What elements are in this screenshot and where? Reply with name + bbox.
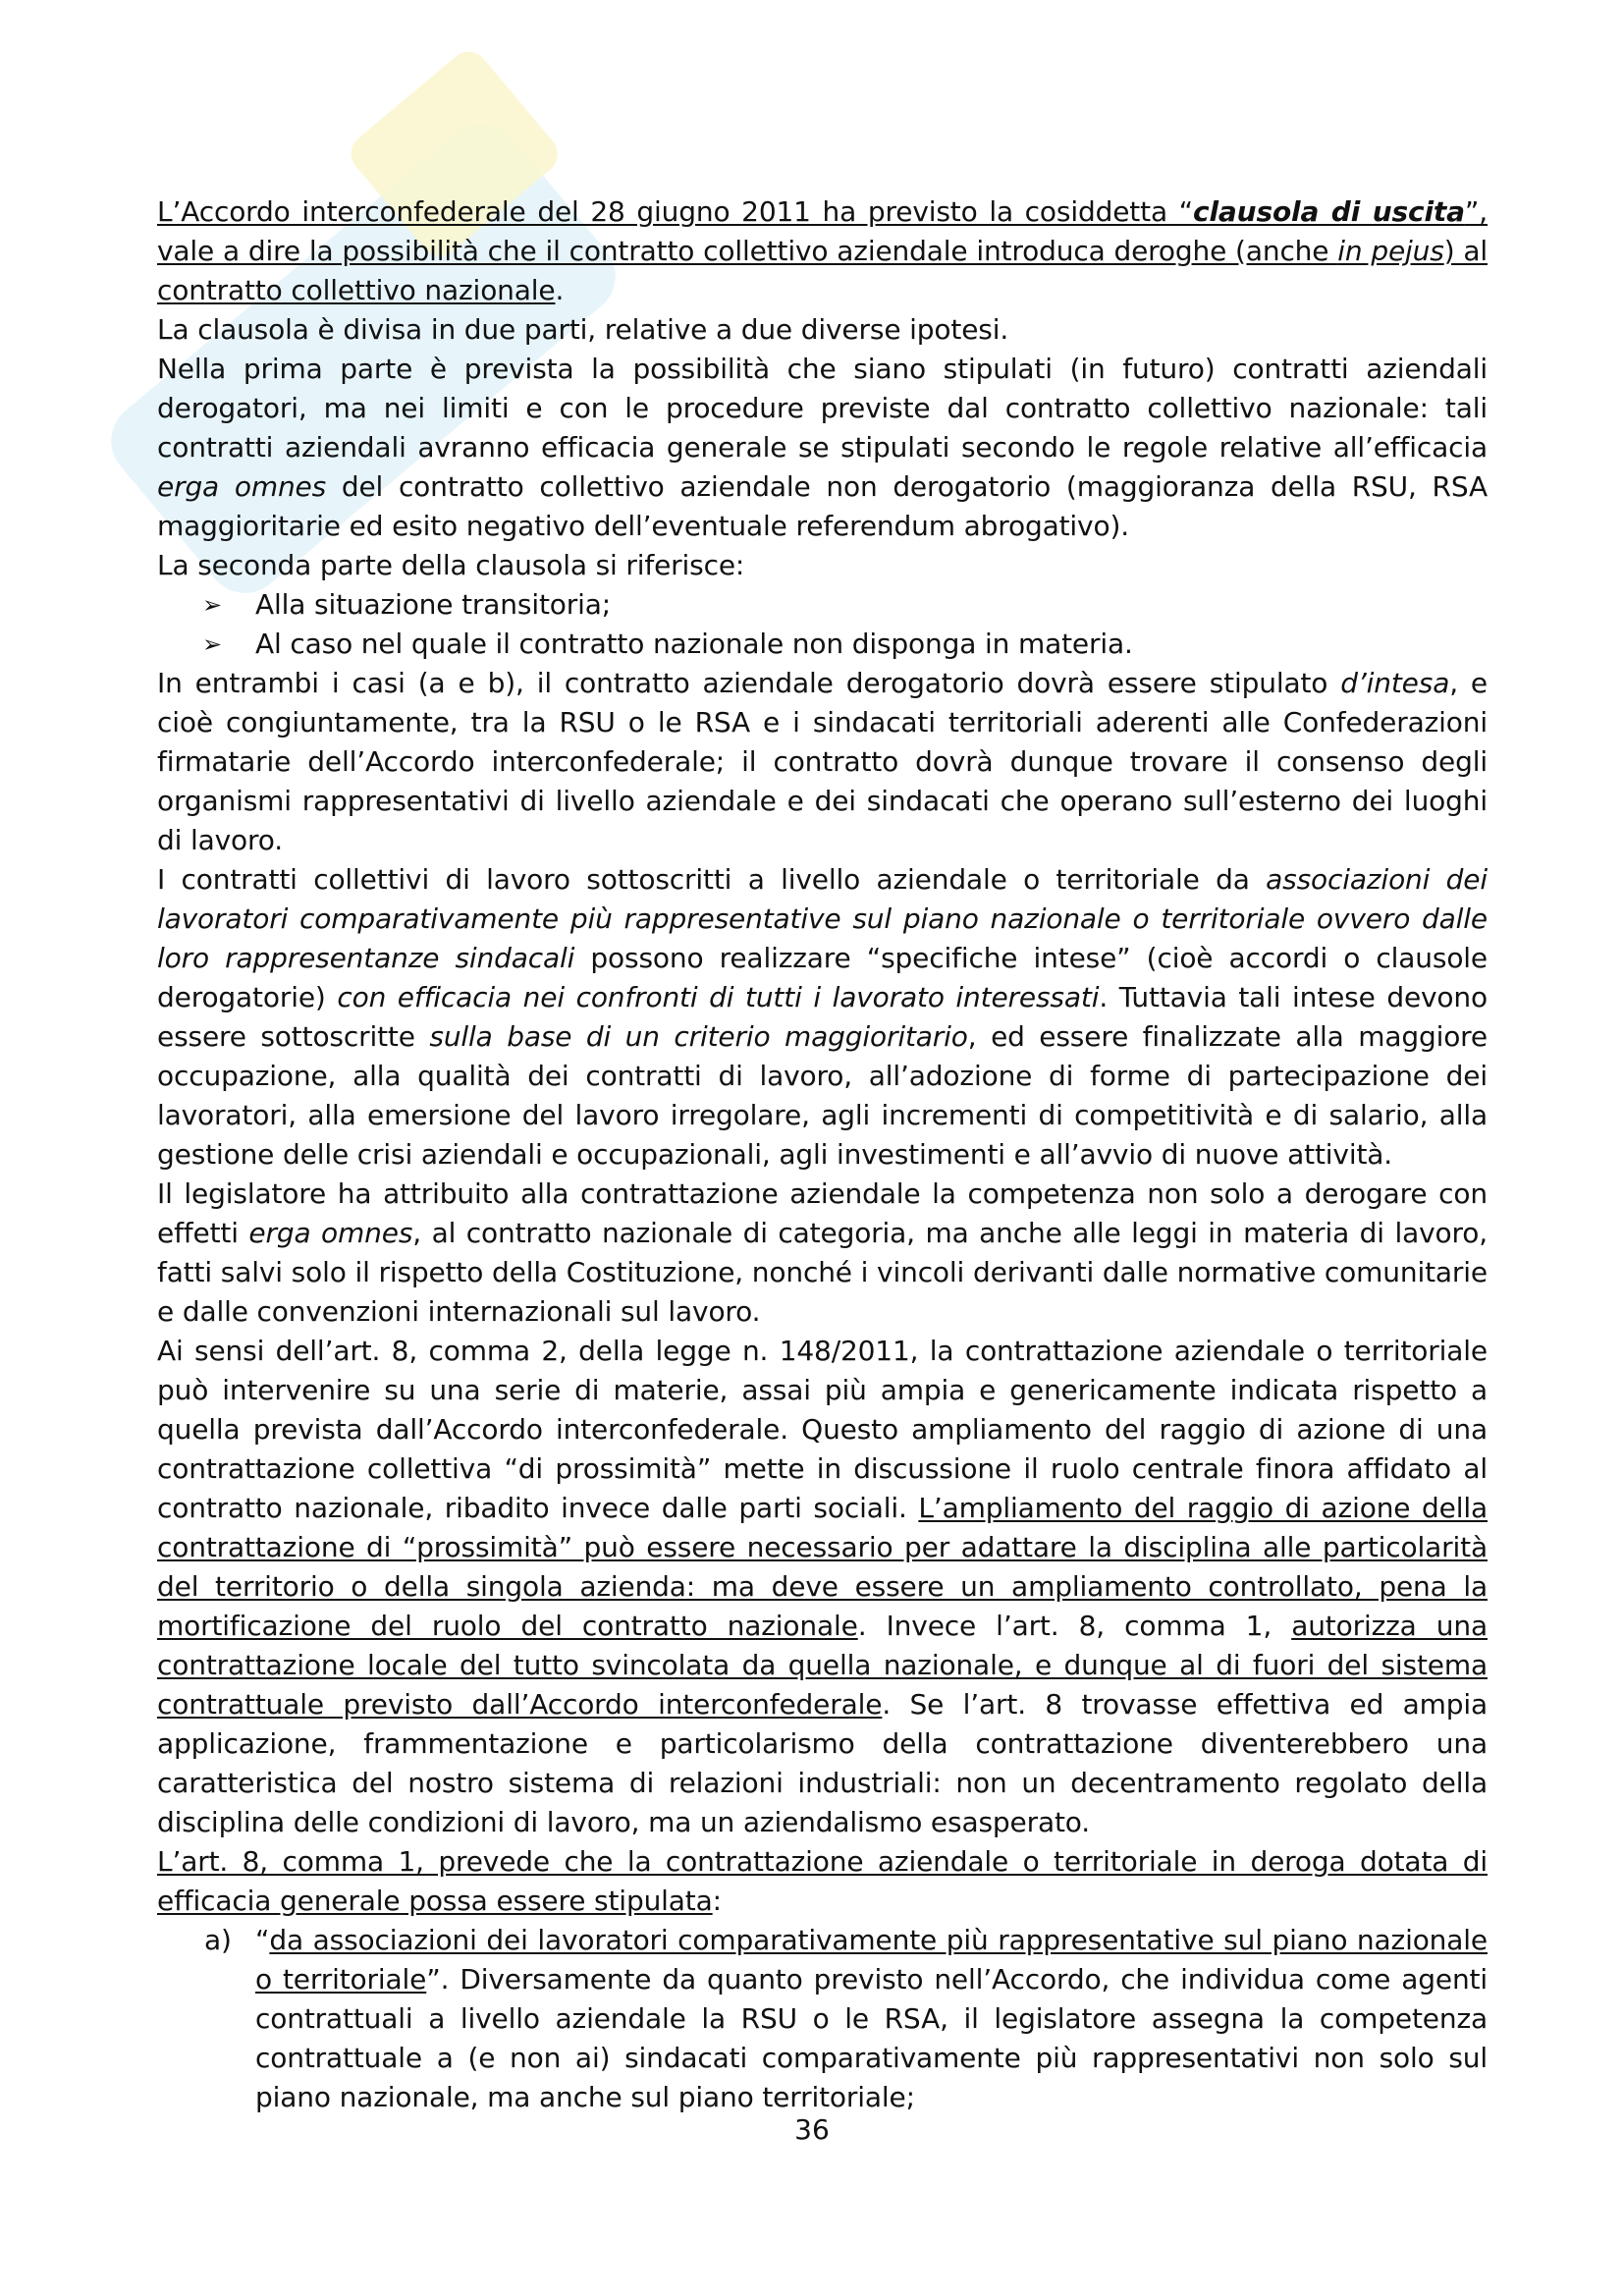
italic-term: erga omnes: [248, 1217, 413, 1249]
italic-term: associazioni dei lavoratori comparativamente più rappresentative sul piano nazionale o territoriale ovvero dalle loro rappresentanze sindacali: [157, 863, 1488, 974]
arrow-bullet-icon: ➢: [202, 630, 222, 658]
document-body: [157, 192, 1488, 2117]
list-marker: a): [204, 1924, 232, 1956]
italic-term: erga omnes: [157, 470, 327, 503]
underlined-text: ) al contratto collettivo nazionale: [157, 235, 1488, 306]
paragraph-art-8-comma-2: Ai sensi dell’art. 8, comma 2, della legge n. 148/2011, la contrattazione aziendale o territoriale può intervenire su una serie di materie, assai più ampia e genericamente indicata rispetto a quella prevista dall’Accordo interconfederale. Questo ampliamento del raggio di azione di una contrattazione collettiva “di prossimità” mette in discussione il ruolo centrale finora affidato al contratto nazionale, ribadito invece dalle parti sociali. L’ampliamento del raggio di azione della contrattazione di “prossimità” può essere necessario per adattare la disciplina alle particolarità del territorio o della singola azienda: ma deve essere un ampliamento controllato, pena la mortificazione del ruolo del contratto nazionale. Invece l’art. 8, comma 1, autorizza una contrattazione locale del tutto svincolata da quella nazionale, e dunque al di fuori del sistema contrattuale previsto dall’Accordo interconfederale. Se l’art. 8 trovasse effettiva ed ampia applicazione, frammentazione e particolarismo della contrattazione diventerebbero una caratteristica del nostro sistema di relazioni industriali: non un decentramento regolato della disciplina delle condizioni di lavoro, ma un aziendalismo esasperato.: [157, 1335, 1489, 1838]
page-number: 36: [794, 2113, 830, 2146]
list-item: ➢ Alla situazione transitoria;: [157, 585, 1488, 625]
list-item: a) “da associazioni dei lavoratori comparativamente più rappresentative sul piano nazionale o territoriale”. Diversamente da quanto previsto nell’Accordo, che individua come agenti contrattuali a livello aziendale la RSU o le RSA, il legislatore assegna la competenza contrattuale a (e non ai) sindacati comparativamente più rappresentativi non solo sul piano nazionale, ma anche sul piano territoriale;: [157, 1921, 1488, 2117]
paragraph-clausola-uscita: L’Accordo interconfederale del 28 giugno 2011 ha previsto la cosiddetta “clausola di uscita”, vale a dire la possibilità che il contratto collettivo aziendale introduca deroghe (anche in pejus) al contratto collettivo nazionale.: [157, 195, 1488, 306]
bold-italic-term: clausola di uscita: [1193, 195, 1465, 228]
paragraph-legislatore: Il legislatore ha attribuito alla contrattazione aziendale la competenza non solo a derogare con effetti erga omnes, al contratto nazionale di categoria, ma anche alle leggi in materia di lavoro, fatti salvi solo il rispetto della Costituzione, nonché i vincoli derivanti dalle normative comunitarie e dalle convenzioni internazionali sul lavoro.: [157, 1177, 1488, 1328]
underlined-text: L’Accordo interconfederale del 28 giugno 2011 ha previsto la cosiddetta “: [157, 195, 1194, 228]
arrow-bullet-icon: ➢: [202, 591, 222, 619]
italic-term: con efficacia nei confronti di tutti i lavorato interessati: [337, 981, 1100, 1013]
underlined-text: autorizza una contrattazione locale del tutto svincolata da quella nazionale, e dunque al di fuori del sistema contrattuale previsto dall’Accordo interconfederale: [157, 1610, 1488, 1721]
paragraph-prima-parte: Nella prima parte è prevista la possibilità che siano stipulati (in futuro) contratti aziendali derogatori, ma nei limiti e con le procedure previste dal contratto collettivo nazionale: tali contratti aziendali avranno efficacia generale se stipulati secondo le regole relative all’efficacia erga omnes del contratto collettivo aziendale non derogatorio (maggioranza della RSU, RSA maggioritarie ed esito negativo dell’eventuale referendum abrogativo).: [157, 353, 1488, 542]
italic-term: in pejus: [1337, 235, 1444, 267]
underlined-text: L’art. 8, comma 1, prevede che la contrattazione aziendale o territoriale in deroga dotata di efficacia generale possa essere stipulata: [157, 1845, 1488, 1917]
lettered-list: [157, 1921, 1488, 2117]
underlined-text: ”, vale a dire la possibilità che il contratto collettivo aziendale introduca deroghe (anche: [157, 195, 1488, 267]
paragraph-contratti-collettivi: I contratti collettivi di lavoro sottoscritti a livello aziendale o territoriale da associazioni dei lavoratori comparativamente più rappresentative sul piano nazionale o territoriale ovvero dalle loro rappresentanze sindacali possono realizzare “specifiche intese” (cioè accordi o clausole derogatorie) con efficacia nei confronti di tutti i lavorato interessati. Tuttavia tali intese devono essere sottoscritte sulla base di un criterio maggioritario, ed essere finalizzate alla maggiore occupazione, alla qualità dei contratti di lavoro, all’adozione di forme di partecipazione dei lavoratori, alla emersione del lavoro irregolare, agli incrementi di competitività e di salario, alla gestione delle crisi aziendali e occupazionali, agli investimenti e all’avvio di nuove attività.: [157, 863, 1489, 1171]
paragraph-seconda-parte: La seconda parte della clausola si riferisce:: [157, 549, 745, 581]
italic-term: sulla base di un criterio maggioritario: [429, 1020, 968, 1053]
paragraph-clausola-parti: La clausola è divisa in due parti, relative a due diverse ipotesi.: [157, 313, 1009, 346]
paragraph-art-8-comma-1: L’art. 8, comma 1, prevede che la contrattazione aziendale o territoriale in deroga dotata di efficacia generale possa essere stipulata:: [157, 1845, 1488, 1917]
bullet-list: [157, 585, 1488, 664]
paragraph-entrambi-casi: In entrambi i casi (a e b), il contratto aziendale derogatorio dovrà essere stipulato d’intesa, e cioè congiuntamente, tra la RSU o le RSA e i sindacati territoriali aderenti alle Confederazioni firmatarie dell’Accordo interconfederale; il contratto dovrà dunque trovare il consenso degli organismi rappresentativi di livello aziendale e dei sindacati che operano sull’esterno dei luoghi di lavoro.: [157, 667, 1488, 856]
underlined-text: L’ampliamento del raggio di azione della contrattazione di “prossimità” può essere necessario per adattare la disciplina alle particolarità del territorio o della singola azienda: ma deve essere un ampliamento controllato, pena la mortificazione del ruolo del contratto nazionale: [157, 1492, 1488, 1642]
underlined-text: da associazioni dei lavoratori comparativamente più rappresentative sul piano nazionale o territoriale: [255, 1924, 1488, 1995]
italic-term: d’intesa: [1340, 667, 1450, 699]
list-item: ➢ Al caso nel quale il contratto nazionale non disponga in materia.: [157, 625, 1488, 664]
